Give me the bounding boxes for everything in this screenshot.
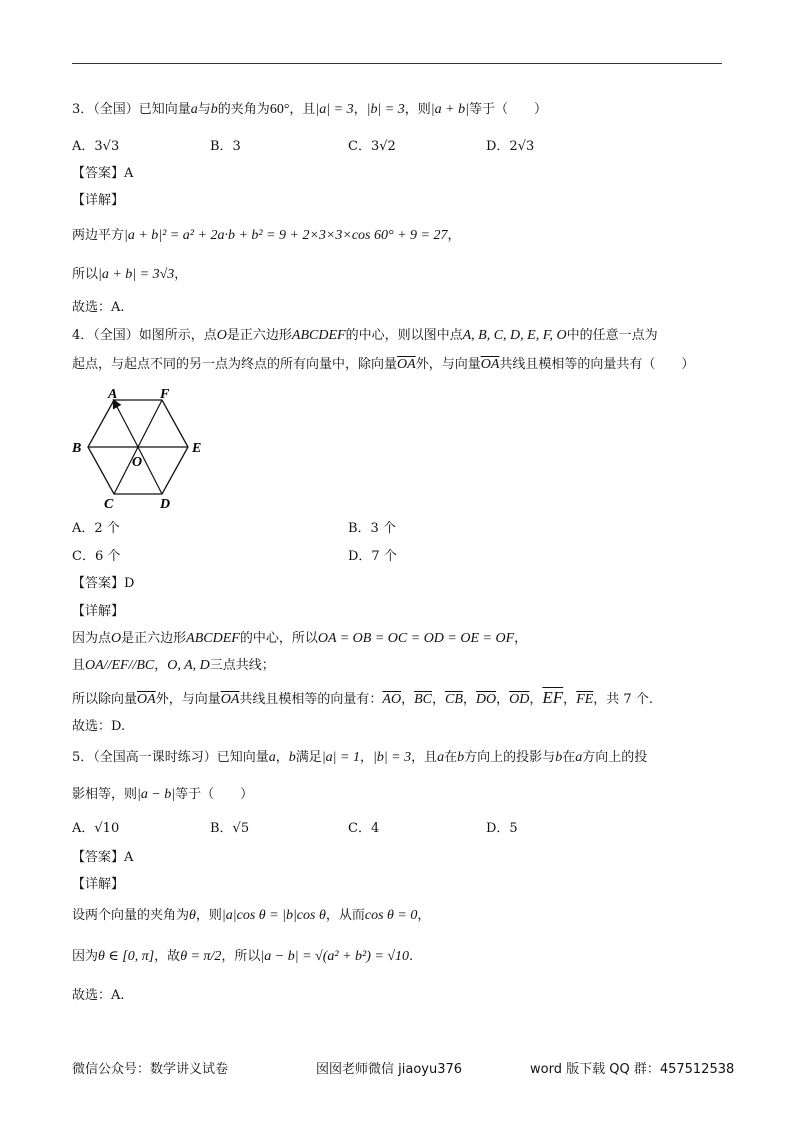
label-b: B <box>72 441 82 456</box>
solution-math: θ = π/2 <box>180 949 222 964</box>
q3-stem-text: ， <box>353 102 367 117</box>
q5-stem-text: 等于（ ） <box>175 787 254 802</box>
footer-right: word 版下载 QQ 群：457512538 <box>530 1062 735 1077</box>
vector-oa: $\overline{OA}$ <box>137 692 156 707</box>
q3-answer: 【答案】A <box>72 166 134 181</box>
q5-stem-text: ， <box>275 750 289 765</box>
q4-final: 故选：D. <box>72 719 126 734</box>
vector-a: a <box>268 750 276 765</box>
footer-left: 微信公众号：数学讲义试卷 <box>72 1062 229 1077</box>
q5-stem-text: ， <box>359 750 373 765</box>
q5-option-a: A．√10 <box>72 821 120 836</box>
q3-stem-text: ，则 <box>404 102 431 117</box>
solution-text: ， <box>154 658 168 673</box>
vector-item: $\overline{AO}$ <box>382 692 402 707</box>
q4-stem-text: 共线且模相等的向量共有（ ） <box>499 357 695 372</box>
q4-stem-text: 起点，与起点不同的另一点为终点的所有向量中，除向量 <box>72 357 398 372</box>
q3-condition-2: |b| = 3 <box>366 102 405 117</box>
vector-a: a <box>190 102 198 117</box>
q5-stem-text: 方向上的投 <box>582 750 648 765</box>
label-o: O <box>132 455 143 470</box>
q4-detail-heading: 【详解】 <box>72 604 125 619</box>
q5-solution-line-1 <box>72 907 430 925</box>
point-o: O <box>111 631 122 646</box>
solution-text: 是正六边形 <box>121 631 187 646</box>
label-c: C <box>104 497 114 510</box>
solution-text: 且 <box>72 658 86 673</box>
vector-b: b <box>457 750 465 765</box>
q4-stem-text: 的中心，则以图中点 <box>345 328 463 343</box>
vector-oa: $\overline{OA}$ <box>220 692 240 707</box>
q5-stem-text: 方向上的投影与 <box>464 750 556 765</box>
label-a: A <box>108 387 118 402</box>
solution-text: 三点共线； <box>209 658 275 673</box>
solution-math: θ ∈ [0, π] <box>98 949 155 964</box>
q3-option-c: C．3√2 <box>348 139 396 154</box>
q5-stem-text: ，且 <box>411 750 438 765</box>
vector-item: $\overline{DO}$ <box>475 692 497 707</box>
solution-text: ， <box>447 228 461 243</box>
solution-math: OA = OB = OC = OD = OE = OF <box>317 631 515 646</box>
solution-math: |a + b|² = a² + 2a·b + b² = 9 + 2×3×3×cos 60° + 9 = 27 <box>124 228 448 243</box>
solution-math: OA//EF//BC <box>85 658 155 673</box>
q5-final: 故选：A. <box>72 988 125 1003</box>
vector-item: $\overline{CB}$ <box>444 692 463 707</box>
solution-math: |a − b| = √(a² + b²) = √10 <box>260 949 410 964</box>
q3-option-a: A．3√3 <box>72 139 120 154</box>
solution-text: 因为点 <box>72 631 112 646</box>
q5-option-d: D．5 <box>486 821 518 836</box>
q4-stem-text: 中的任意一点为 <box>566 328 658 343</box>
q4-option-b: B．3 个 <box>348 521 396 536</box>
q5-target: |a − b| <box>137 787 176 802</box>
q5-answer: 【答案】A <box>72 850 134 865</box>
footer-center: 囡囡老师微信 jiaoyu376 <box>316 1062 463 1077</box>
q4-solution-line-3: 所以除向量$\overline{OA}$外，与向量$\overline{OA}$共线且模相等的向量有：$\overline{AO}$，$\overline{BC}$，$\overline{CB}$，$\overline{DO}$，$\overline{OD}$，$\overline{EF}$，$\overline{FE}$，共 7 个. <box>72 688 653 707</box>
q4-stem-line-1 <box>72 327 658 345</box>
q3-stem-text: 3．（全国）已知向量 <box>72 102 191 117</box>
solution-text: ，故 <box>154 949 181 964</box>
solution-text: 的中心，所以 <box>239 631 318 646</box>
solution-text: 两边平方 <box>72 228 125 243</box>
solution-text: ， <box>514 631 528 646</box>
q4-stem-text: 是正六边形 <box>226 328 292 343</box>
q3-option-d: D．2√3 <box>486 139 535 154</box>
hexagon-figure <box>68 384 218 510</box>
q4-option-a: A．2 个 <box>72 521 120 536</box>
point-o: O <box>216 328 227 343</box>
q3-condition-1: |a| = 3 <box>315 102 354 117</box>
q4-option-c: C．6 个 <box>72 549 121 564</box>
q5-option-c: C．4 <box>348 821 380 836</box>
q5-solution-line-2 <box>72 948 413 966</box>
vector-oa: $\overline{OA}$ <box>480 357 500 372</box>
solution-text: 所以除向量 <box>72 692 138 707</box>
q5-stem-text: 满足 <box>295 750 322 765</box>
solution-text: ， <box>174 267 188 282</box>
solution-text: ，则 <box>195 908 222 923</box>
collinear-points: O, A, D <box>167 658 210 673</box>
solution-text: 设两个向量的夹角为 <box>72 908 190 923</box>
vector-item: $\overline{EF}$ <box>542 688 564 707</box>
solution-text: . <box>409 949 414 964</box>
q5-stem-line-2 <box>72 786 253 804</box>
solution-text: ，共 7 个. <box>593 692 653 707</box>
q4-option-d: D．7 个 <box>348 549 397 564</box>
q3-stem-text: 与 <box>197 102 211 117</box>
solution-text: ，所以 <box>221 949 261 964</box>
q3-solution-line-1 <box>72 227 461 245</box>
hexagon-name: ABCDEF <box>291 328 346 343</box>
hexagon-name: ABCDEF <box>186 631 240 646</box>
vector-a: a <box>575 750 583 765</box>
vector-oa-arrow <box>115 403 138 447</box>
q3-angle: 60° <box>269 102 290 117</box>
q4-stem-line-2 <box>72 356 694 374</box>
vector-oa: $\overline{OA}$ <box>397 357 416 372</box>
vector-b: b <box>288 750 296 765</box>
solution-text: 共线且模相等的向量有： <box>239 692 383 707</box>
label-f: F <box>160 387 170 402</box>
q4-solution-line-2 <box>72 657 275 675</box>
q5-condition-1: |a| = 1 <box>321 750 360 765</box>
q5-stem-text: 在 <box>444 750 458 765</box>
q3-stem <box>72 101 547 119</box>
theta: θ <box>189 908 196 923</box>
vector-a: a <box>437 750 445 765</box>
solution-math: |a|cos θ = |b|cos θ <box>221 908 326 923</box>
q4-stem-text: 4．（全国）如图所示，点 <box>72 328 217 343</box>
q3-option-b: B．3 <box>210 139 241 154</box>
q5-stem-line-1 <box>72 749 647 767</box>
q3-stem-text: 的夹角为 <box>217 102 270 117</box>
q3-stem-text: ，且 <box>289 102 316 117</box>
q3-solution-line-2 <box>72 266 187 284</box>
vector-b: b <box>210 102 218 117</box>
solution-math: |a + b| = 3√3 <box>98 267 175 282</box>
q5-stem-text: 5．（全国高一课时练习）已知向量 <box>72 750 269 765</box>
label-e: E <box>192 441 202 456</box>
point-list: A, B, C, D, E, F, O <box>462 328 567 343</box>
solution-text: 所以 <box>72 267 99 282</box>
solution-math: cos θ = 0 <box>364 908 418 923</box>
q3-final: 故选：A. <box>72 300 125 315</box>
q3-detail-heading: 【详解】 <box>72 193 125 208</box>
vector-b: b <box>555 750 563 765</box>
q3-target: |a + b| <box>430 102 469 117</box>
solution-text: 因为 <box>72 949 99 964</box>
q4-stem-text: 外，与向量 <box>415 357 481 372</box>
q5-stem-text: 在 <box>562 750 576 765</box>
q5-condition-2: |b| = 3 <box>372 750 412 765</box>
solution-text: ，从而 <box>325 908 365 923</box>
label-d: D <box>160 497 171 510</box>
q5-detail-heading: 【详解】 <box>72 877 125 892</box>
q4-solution-line-1 <box>72 630 527 648</box>
vector-item: $\overline{BC}$ <box>414 692 432 707</box>
q5-stem-text: 影相等，则 <box>72 787 138 802</box>
q5-option-b: B．√5 <box>210 821 250 836</box>
q3-stem-text: 等于（ ） <box>468 102 547 117</box>
vector-item: $\overline{OD}$ <box>509 692 530 707</box>
solution-text: ， <box>417 908 431 923</box>
header-rule <box>72 63 722 64</box>
q4-answer: 【答案】D <box>72 576 135 591</box>
vector-item: $\overline{FE}$ <box>576 692 594 707</box>
solution-text: 外，与向量 <box>155 692 221 707</box>
